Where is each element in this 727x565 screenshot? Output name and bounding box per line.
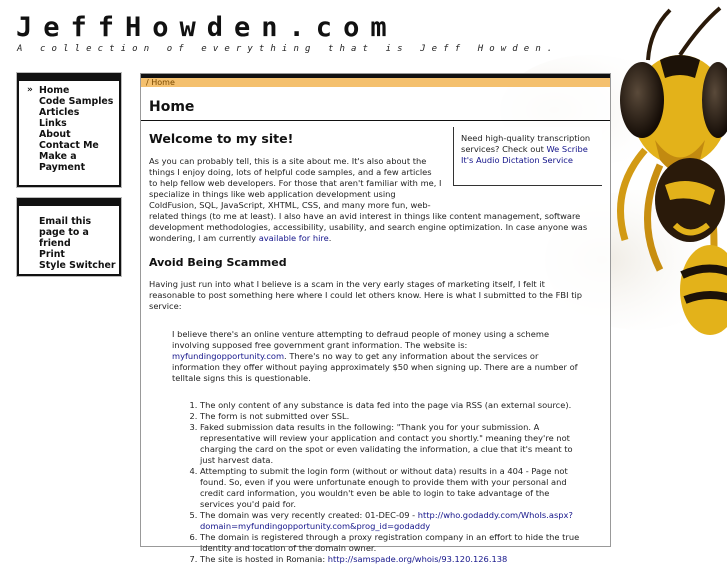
whois-samspade-link[interactable]: http://samspade.org/whois/93.120.126.138 — [327, 554, 508, 564]
nav-item-links[interactable] — [19, 118, 119, 129]
tool-link-print[interactable]: Print — [39, 249, 65, 260]
nav-link-home[interactable]: Home — [39, 85, 70, 96]
nav-item-code-samples[interactable] — [19, 96, 119, 107]
available-for-hire-link[interactable]: available for hire — [258, 233, 329, 243]
whois-godaddy-link[interactable]: http://who.godaddy.com/WhoIs.aspx?domain=myfundingopportunity.com&prog_id=godaddy — [200, 510, 573, 531]
tool-link-style-switcher[interactable]: Style Switcher — [39, 260, 116, 271]
site-title: JeffHowden.com — [16, 12, 398, 43]
tool-style-switcher[interactable] — [19, 260, 119, 271]
nav-item-about[interactable] — [19, 129, 119, 140]
nav-item-make-a-payment[interactable] — [19, 151, 119, 173]
tool-print[interactable] — [19, 249, 119, 260]
list-item-text: The domain is registered through a proxy registration company in an effort to hide the true identity and location of the domain owner. — [200, 532, 580, 553]
transcription-ad-text — [461, 133, 602, 166]
list-item-text: Faked submission data results in the following: "Thank you for your submission. A representative will review your application and contact you shortly." meaning they're not charging the card on the spot or even validating the information, a clue that it's meant to just harvest data. — [200, 422, 573, 465]
welcome-heading: Welcome to my site! — [149, 131, 294, 146]
breadcrumb[interactable]: / Home — [141, 78, 610, 87]
list-item — [200, 554, 580, 565]
scam-intro-paragraph: Having just run into what I believe is a scam in the very early stages of marketing itself, I felt it reasonable to post something here where I could let others know. Here is what I submitted to the FBI tip service: — [149, 279, 583, 311]
report-text-after: . There's no way to get any information about the services or information they offer without paying approximately $50 when signing up. There are a number of telltale signs this is questionable. — [172, 351, 578, 383]
intro-line: to help fellow web developers. For those that aren't familiar with me, I — [149, 178, 442, 188]
intro-line: specialize in things like web application development using — [149, 189, 396, 199]
nav-link-contact-me[interactable]: Contact Me — [39, 140, 99, 151]
tool-email-page[interactable] — [19, 216, 119, 249]
transcription-ad-box — [453, 127, 602, 186]
intro-last-suffix: . — [328, 233, 332, 243]
content-divider — [141, 120, 610, 121]
tool-link-email-page[interactable]: Email this page to a friend — [39, 216, 92, 249]
tools-navigation — [17, 198, 121, 276]
warning-signs-list — [141, 400, 580, 565]
intro-line: ColdFusion, SQL, JavaScript, XHTML, CSS, and many more fun, web- — [149, 200, 431, 210]
intro-line-last — [149, 233, 604, 244]
list-item — [200, 400, 580, 411]
intro-last-prefix: wondering, I am currently — [149, 233, 259, 243]
page-title: Home — [149, 99, 195, 115]
nav-link-make-a-payment[interactable]: Make a Payment — [39, 151, 86, 173]
list-item — [200, 510, 580, 532]
nav-item-contact-me[interactable] — [19, 140, 119, 151]
intro-line: things I enjoy doing, lots of helpful code samples, and a few articles — [149, 167, 432, 177]
nav-link-about[interactable]: About — [39, 129, 71, 140]
fbi-report-quote — [172, 329, 582, 384]
list-item-text: Attempting to submit the login form (without or without data) results in a 404 - Page not found. So, even if you were unfortunate enough to provide them with your personal and credit card information, you wouldn't even be able to login to take advantage of the services you'd paid for. — [200, 466, 568, 509]
list-item — [200, 532, 580, 554]
nav-item-home[interactable] — [19, 85, 119, 96]
nav-link-code-samples[interactable]: Code Samples — [39, 96, 114, 107]
nav-link-links[interactable]: Links — [39, 118, 67, 129]
intro-line: As you can probably tell, this is a site about me. It's also about the — [149, 156, 427, 166]
site-tagline: A collection of everything that is Jeff Howden. — [17, 44, 559, 54]
nav-item-articles[interactable] — [19, 107, 119, 118]
transcription-service-link[interactable]: We Scribe It's Audio Dictation Service — [461, 144, 588, 165]
transcription-ad-lead: Need high-quality transcription services? Check out — [461, 133, 591, 154]
report-text-before: I believe there's an online venture attempting to defraud people of money using a scheme involving supposed free government grant information. The website is: — [172, 329, 550, 350]
intro-line: development methodologies, accessibility, usability, and search engine optimization. In case anyone was — [149, 222, 588, 232]
list-item-text: The form is not submitted over SSL. — [200, 411, 350, 421]
list-item-text: The site is hosted in Romania: — [200, 554, 328, 564]
nav-link-articles[interactable]: Articles — [39, 107, 80, 118]
list-item — [200, 411, 580, 422]
list-item-text: The only content of any substance is data fed into the page via RSS (an external source). — [200, 400, 572, 410]
scam-heading: Avoid Being Scammed — [149, 256, 287, 269]
content-panel — [140, 73, 611, 564]
main-navigation — [17, 73, 121, 187]
list-item-text: The domain was very recently created: 01-DEC-09 - — [200, 510, 418, 520]
list-item — [200, 422, 580, 466]
scam-site-link[interactable]: myfundingopportunity.com — [172, 351, 285, 361]
list-item — [200, 466, 580, 510]
intro-line: related things (to me at least). I also have an avid interest in things like content management, software — [149, 211, 581, 221]
